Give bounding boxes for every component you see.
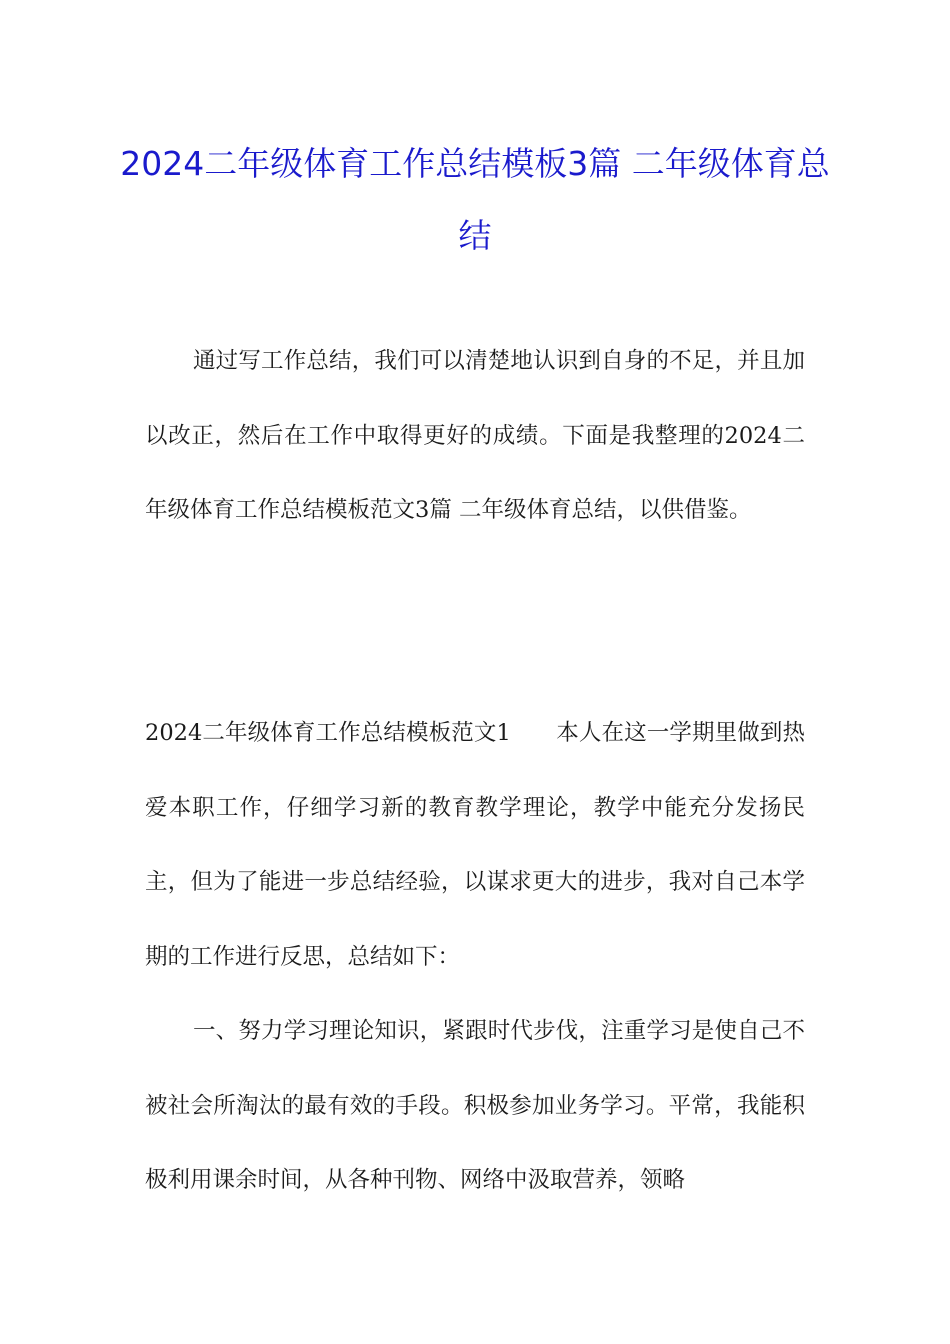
section-1-point-1-paragraph: 一、努力学习理论知识，紧跟时代步伐，注重学习是使自己不被社会所淘汰的最有效的手段。积极参加业务学习。平常，我能积极利用课余时间，从各种刊物、网络中汲取营养，领略: [145, 1018, 805, 1193]
section-1-paragraph: 2024二年级体育工作总结模板范文1 本人在这一学期里做到热爱本职工作，仔细学习新的教育教学理论，教学中能充分发扬民主，但为了能进一步总结经验，以谋求更大的进步，我对自己本学期的工作进行反思，总结如下：: [145, 720, 805, 970]
document-title: 2024二年级体育工作总结模板3篇 二年级体育总结: [120, 144, 830, 255]
intro-paragraph: 通过写工作总结，我们可以清楚地认识到自身的不足，并且加以改正，然后在工作中取得更好的成绩。下面是我整理的2024二年级体育工作总结模板范文3篇 二年级体育总结，以供借鉴。: [145, 348, 805, 523]
